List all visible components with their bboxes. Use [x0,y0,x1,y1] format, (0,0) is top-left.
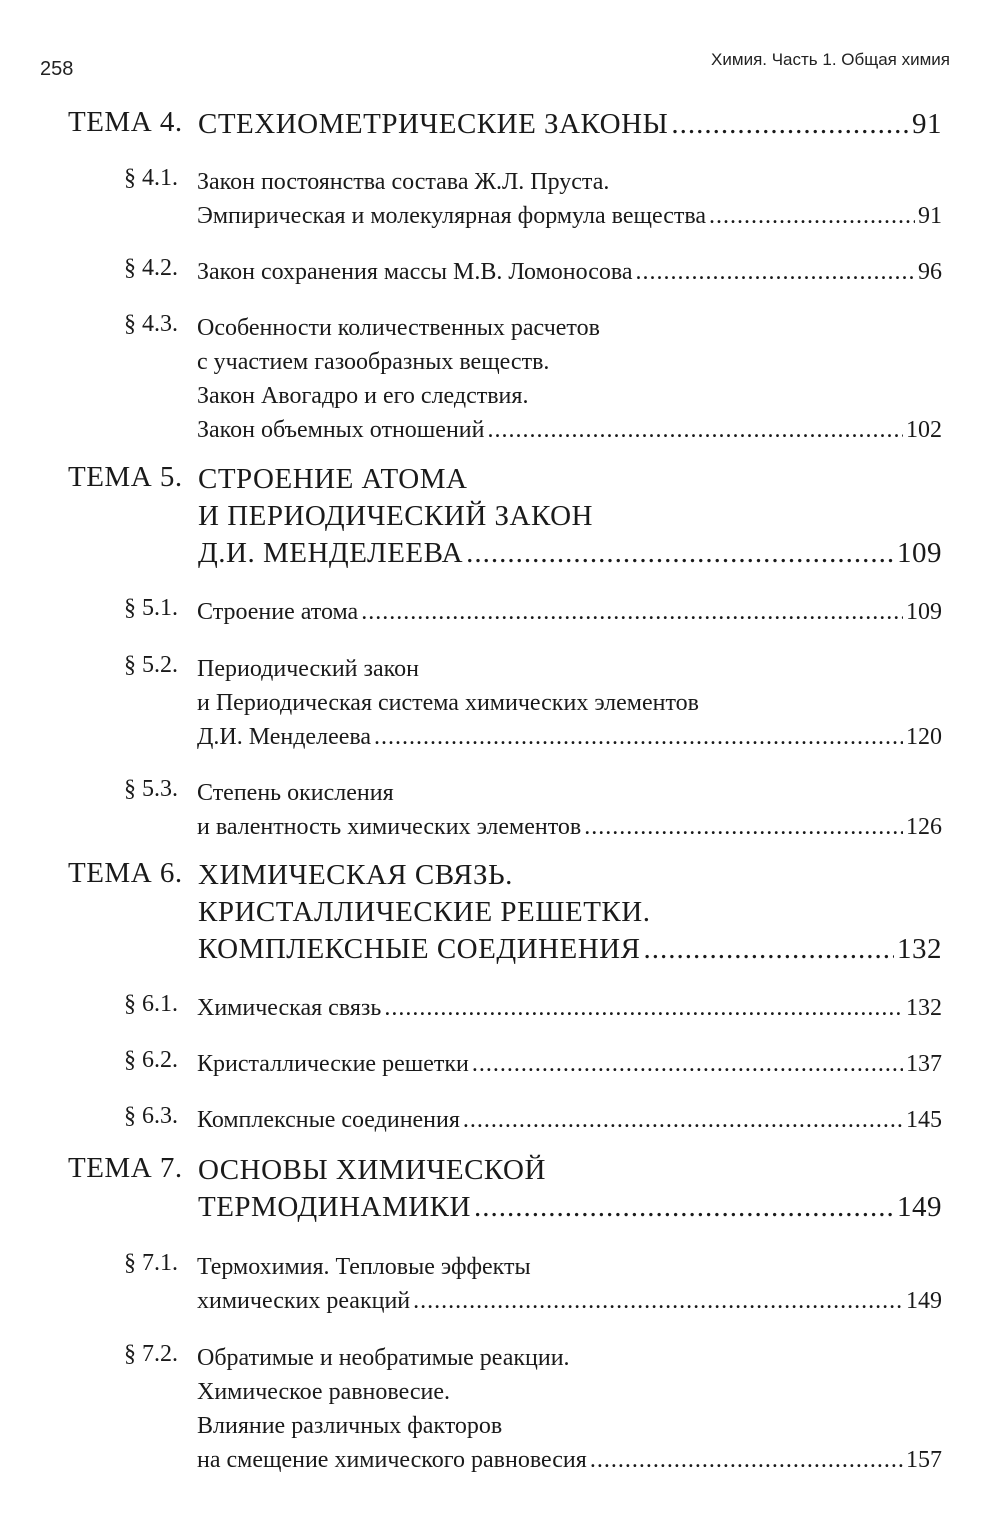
dot-leader [463,1103,903,1137]
section-number: § 6.3. [124,1103,178,1129]
dot-leader [643,931,894,968]
section-number: § 7.2. [124,1341,178,1367]
section-number: § 6.2. [124,1047,178,1073]
topic-title: СТРОЕНИЕ АТОМА [198,463,468,495]
toc-topic-6[interactable] [68,857,942,968]
toc-section-5-3[interactable] [124,776,942,844]
page-ref: 109 [906,599,942,625]
section-title: Закон Авогадро и его следствия. [197,383,529,409]
section-title: Д.И. Менделеева [197,724,372,750]
toc-section-6-1[interactable] [124,991,942,1025]
section-title: Закон сохранения массы М.В. Ломоносова [197,259,633,285]
toc-section-4-2[interactable] [124,255,942,289]
section-title: Закон объемных отношений [197,417,485,443]
section-title: Периодический закон [197,656,419,682]
section-title: химических реакций [197,1288,411,1314]
page-ref: 137 [906,1051,942,1077]
dot-leader [584,810,903,844]
section-title: Кристаллические решетки [197,1051,469,1077]
section-title: Химическая связь [197,995,382,1021]
topic-title: ОСНОВЫ ХИМИЧЕСКОЙ [198,1154,546,1186]
section-title: на смещение химического равновесия [197,1447,587,1473]
section-title: Химическое равновесие. [197,1379,450,1405]
toc-topic-4[interactable] [68,106,942,143]
toc-section-4-1[interactable] [124,165,942,233]
section-number: § 7.1. [124,1250,178,1276]
section-title: Обратимые и необратимые реакции. [197,1345,570,1371]
dot-leader [374,720,903,754]
page-ref: 91 [912,108,942,140]
dot-leader [474,1189,894,1226]
section-title: Степень окисления [197,780,394,806]
dot-leader [636,255,915,289]
topic-title: КОМПЛЕКСНЫЕ СОЕДИНЕНИЯ [198,933,641,965]
topic-title: ХИМИЧЕСКАЯ СВЯЗЬ. [198,859,513,891]
toc-section-6-2[interactable] [124,1047,942,1081]
topic-title: Д.И. МЕНДЕЛЕЕВА [198,537,464,569]
page-ref: 132 [906,995,942,1021]
toc-section-7-2[interactable] [124,1341,942,1477]
section-number: § 4.2. [124,255,178,281]
dot-leader [466,535,894,572]
page-ref: 96 [918,259,942,285]
page-ref: 102 [906,417,942,443]
dot-leader [361,595,903,629]
toc-section-4-3[interactable] [124,311,942,447]
section-title: Эмпирическая и молекулярная формула вещества [197,203,707,229]
section-number: § 5.1. [124,595,178,621]
section-title: и валентность химических элементов [197,814,582,840]
topic-title: ТЕРМОДИНАМИКИ [198,1191,471,1223]
page-ref: 149 [897,1191,942,1223]
page-ref: 126 [906,814,942,840]
section-title: Строение атома [197,599,359,625]
page-number: 258 [40,58,74,80]
section-title: и Периодическая система химических элементов [197,690,699,716]
section-title: Термохимия. Тепловые эффекты [197,1254,531,1280]
page-ref: 109 [897,537,942,569]
topic-title: СТЕХИОМЕТРИЧЕСКИЕ ЗАКОНЫ [198,108,669,140]
page-ref: 91 [918,203,942,229]
section-number: § 4.3. [124,311,178,337]
page-ref: 120 [906,724,942,750]
page-ref: 157 [906,1447,942,1473]
page-ref: 132 [897,933,942,965]
section-number: § 5.2. [124,652,178,678]
topic-title: И ПЕРИОДИЧЕСКИЙ ЗАКОН [198,500,594,532]
section-title: Особенности количественных расчетов [197,315,600,341]
dot-leader [384,991,903,1025]
dot-leader [487,413,903,447]
dot-leader [671,106,909,143]
toc-topic-5[interactable] [68,461,942,572]
section-number: § 6.1. [124,991,178,1017]
topic-number: ТЕМА 5. [68,461,183,493]
dot-leader [709,199,915,233]
toc-section-6-3[interactable] [124,1103,942,1137]
toc-section-7-1[interactable] [124,1250,942,1318]
page-ref: 149 [906,1288,942,1314]
topic-number: ТЕМА 7. [68,1152,183,1184]
topic-number: ТЕМА 6. [68,857,183,889]
toc-section-5-1[interactable] [124,595,942,629]
dot-leader [590,1443,903,1477]
dot-leader [413,1284,903,1318]
topic-number: ТЕМА 4. [68,106,183,138]
section-number: § 4.1. [124,165,178,191]
section-title: Комплексные соединения [197,1107,460,1133]
toc-topic-7[interactable] [68,1152,942,1226]
section-title: Закон постоянства состава Ж.Л. Пруста. [197,169,610,195]
section-number: § 5.3. [124,776,178,802]
topic-title: КРИСТАЛЛИЧЕСКИЕ РЕШЕТКИ. [198,896,651,928]
section-title: с участием газообразных веществ. [197,349,550,375]
page-ref: 145 [906,1107,942,1133]
toc-section-5-2[interactable] [124,652,942,754]
running-title: Химия. Часть 1. Общая химия [711,50,950,69]
dot-leader [472,1047,903,1081]
section-title: Влияние различных факторов [197,1413,503,1439]
